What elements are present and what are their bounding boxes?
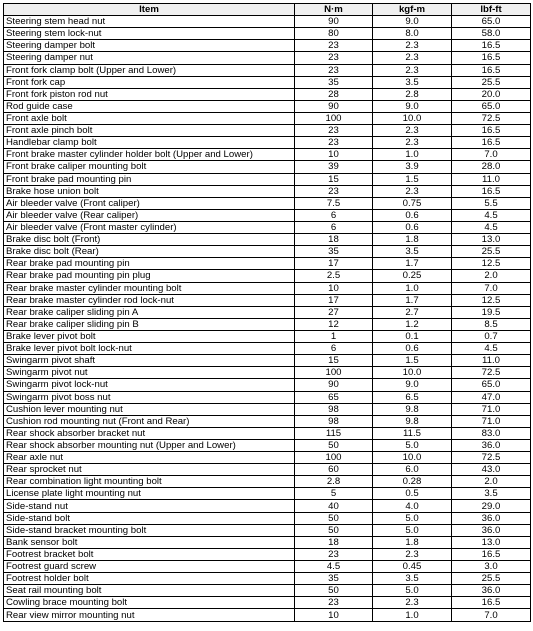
item-cell: Side-stand nut	[4, 500, 295, 512]
kgf-m-cell: 9.0	[373, 379, 452, 391]
kgf-m-cell: 10.0	[373, 367, 452, 379]
lbf-ft-cell: 16.5	[452, 125, 531, 137]
kgf-m-cell: 8.0	[373, 28, 452, 40]
item-cell: Footrest bracket bolt	[4, 548, 295, 560]
lbf-ft-cell: 72.5	[452, 452, 531, 464]
table-row	[4, 318, 531, 330]
table-row	[4, 524, 531, 536]
lbf-ft-cell: 7.0	[452, 149, 531, 161]
nm-cell: 100	[295, 452, 373, 464]
header-kgf-m: kgf-m	[373, 4, 452, 16]
item-cell: Rod guide case	[4, 100, 295, 112]
kgf-m-cell: 11.5	[373, 427, 452, 439]
kgf-m-cell: 2.3	[373, 137, 452, 149]
kgf-m-cell: 4.0	[373, 500, 452, 512]
table-row	[4, 536, 531, 548]
kgf-m-cell: 0.75	[373, 197, 452, 209]
kgf-m-cell: 6.0	[373, 464, 452, 476]
table-row	[4, 258, 531, 270]
lbf-ft-cell: 13.0	[452, 536, 531, 548]
item-cell: Front fork cap	[4, 76, 295, 88]
lbf-ft-cell: 7.0	[452, 609, 531, 621]
kgf-m-cell: 1.5	[373, 173, 452, 185]
item-cell: Brake disc bolt (Rear)	[4, 246, 295, 258]
kgf-m-cell: 6.5	[373, 391, 452, 403]
nm-cell: 15	[295, 173, 373, 185]
kgf-m-cell: 2.3	[373, 185, 452, 197]
nm-cell: 115	[295, 427, 373, 439]
kgf-m-cell: 1.7	[373, 258, 452, 270]
nm-cell: 100	[295, 112, 373, 124]
table-row	[4, 464, 531, 476]
kgf-m-cell: 1.0	[373, 149, 452, 161]
item-cell: Steering damper nut	[4, 52, 295, 64]
nm-cell: 6	[295, 221, 373, 233]
lbf-ft-cell: 65.0	[452, 16, 531, 28]
item-cell: Rear brake caliper sliding pin A	[4, 306, 295, 318]
nm-cell: 39	[295, 161, 373, 173]
item-cell: Swingarm pivot boss nut	[4, 391, 295, 403]
lbf-ft-cell: 11.0	[452, 355, 531, 367]
lbf-ft-cell: 13.0	[452, 234, 531, 246]
item-cell: Handlebar clamp bolt	[4, 137, 295, 149]
item-cell: Cushion rod mounting nut (Front and Rear)	[4, 415, 295, 427]
item-cell: Front fork piston rod nut	[4, 88, 295, 100]
lbf-ft-cell: 16.5	[452, 64, 531, 76]
nm-cell: 17	[295, 258, 373, 270]
item-cell: Footrest holder bolt	[4, 573, 295, 585]
item-cell: Seat rail mounting bolt	[4, 585, 295, 597]
table-row	[4, 294, 531, 306]
kgf-m-cell: 9.8	[373, 403, 452, 415]
lbf-ft-cell: 16.5	[452, 548, 531, 560]
lbf-ft-cell: 20.0	[452, 88, 531, 100]
nm-cell: 100	[295, 367, 373, 379]
table-row	[4, 403, 531, 415]
lbf-ft-cell: 16.5	[452, 185, 531, 197]
lbf-ft-cell: 71.0	[452, 403, 531, 415]
table-row	[4, 330, 531, 342]
lbf-ft-cell: 4.5	[452, 221, 531, 233]
lbf-ft-cell: 0.7	[452, 330, 531, 342]
kgf-m-cell: 0.6	[373, 343, 452, 355]
nm-cell: 18	[295, 234, 373, 246]
table-row	[4, 173, 531, 185]
item-cell: Brake lever pivot bolt lock-nut	[4, 343, 295, 355]
table-row	[4, 52, 531, 64]
lbf-ft-cell: 3.0	[452, 561, 531, 573]
item-cell: Rear shock absorber mounting nut (Upper and Lower)	[4, 439, 295, 451]
nm-cell: 60	[295, 464, 373, 476]
kgf-m-cell: 3.5	[373, 573, 452, 585]
nm-cell: 98	[295, 415, 373, 427]
item-cell: Air bleeder valve (Rear caliper)	[4, 209, 295, 221]
item-cell: Rear axle nut	[4, 452, 295, 464]
item-cell: Swingarm pivot shaft	[4, 355, 295, 367]
lbf-ft-cell: 72.5	[452, 367, 531, 379]
kgf-m-cell: 5.0	[373, 439, 452, 451]
kgf-m-cell: 0.45	[373, 561, 452, 573]
nm-cell: 50	[295, 585, 373, 597]
torque-specification-table	[3, 3, 531, 622]
item-cell: Steering damper bolt	[4, 40, 295, 52]
nm-cell: 40	[295, 500, 373, 512]
nm-cell: 35	[295, 76, 373, 88]
kgf-m-cell: 1.0	[373, 609, 452, 621]
table-row	[4, 573, 531, 585]
lbf-ft-cell: 65.0	[452, 379, 531, 391]
lbf-ft-cell: 16.5	[452, 597, 531, 609]
lbf-ft-cell: 16.5	[452, 52, 531, 64]
kgf-m-cell: 2.3	[373, 548, 452, 560]
item-cell: Cushion lever mounting nut	[4, 403, 295, 415]
nm-cell: 80	[295, 28, 373, 40]
kgf-m-cell: 1.5	[373, 355, 452, 367]
kgf-m-cell: 10.0	[373, 452, 452, 464]
table-row	[4, 16, 531, 28]
kgf-m-cell: 0.28	[373, 476, 452, 488]
kgf-m-cell: 1.8	[373, 234, 452, 246]
header-lbf-ft: lbf-ft	[452, 4, 531, 16]
nm-cell: 1	[295, 330, 373, 342]
lbf-ft-cell: 25.5	[452, 76, 531, 88]
lbf-ft-cell: 2.0	[452, 476, 531, 488]
item-cell: Rear brake pad mounting pin	[4, 258, 295, 270]
table-row	[4, 161, 531, 173]
kgf-m-cell: 0.5	[373, 488, 452, 500]
table-row	[4, 40, 531, 52]
nm-cell: 10	[295, 149, 373, 161]
lbf-ft-cell: 3.5	[452, 488, 531, 500]
lbf-ft-cell: 71.0	[452, 415, 531, 427]
table-row	[4, 88, 531, 100]
table-row	[4, 197, 531, 209]
kgf-m-cell: 2.3	[373, 64, 452, 76]
nm-cell: 15	[295, 355, 373, 367]
kgf-m-cell: 1.8	[373, 536, 452, 548]
header-row	[4, 4, 531, 16]
kgf-m-cell: 3.5	[373, 76, 452, 88]
item-cell: Cowling brace mounting bolt	[4, 597, 295, 609]
nm-cell: 2.8	[295, 476, 373, 488]
nm-cell: 90	[295, 379, 373, 391]
item-cell: Swingarm pivot lock-nut	[4, 379, 295, 391]
table-row	[4, 391, 531, 403]
item-cell: Steering stem head nut	[4, 16, 295, 28]
item-cell: Rear shock absorber bracket nut	[4, 427, 295, 439]
kgf-m-cell: 2.3	[373, 597, 452, 609]
lbf-ft-cell: 72.5	[452, 112, 531, 124]
nm-cell: 50	[295, 439, 373, 451]
item-cell: Rear brake caliper sliding pin B	[4, 318, 295, 330]
lbf-ft-cell: 8.5	[452, 318, 531, 330]
nm-cell: 27	[295, 306, 373, 318]
nm-cell: 50	[295, 512, 373, 524]
kgf-m-cell: 2.3	[373, 40, 452, 52]
kgf-m-cell: 2.3	[373, 125, 452, 137]
kgf-m-cell: 9.0	[373, 100, 452, 112]
nm-cell: 12	[295, 318, 373, 330]
lbf-ft-cell: 4.5	[452, 343, 531, 355]
lbf-ft-cell: 19.5	[452, 306, 531, 318]
lbf-ft-cell: 7.0	[452, 282, 531, 294]
lbf-ft-cell: 36.0	[452, 585, 531, 597]
table-row	[4, 306, 531, 318]
lbf-ft-cell: 16.5	[452, 40, 531, 52]
table-row	[4, 355, 531, 367]
nm-cell: 35	[295, 573, 373, 585]
lbf-ft-cell: 12.5	[452, 258, 531, 270]
nm-cell: 23	[295, 548, 373, 560]
nm-cell: 6	[295, 209, 373, 221]
nm-cell: 50	[295, 524, 373, 536]
kgf-m-cell: 9.8	[373, 415, 452, 427]
kgf-m-cell: 3.5	[373, 246, 452, 258]
kgf-m-cell: 1.0	[373, 282, 452, 294]
table-row	[4, 427, 531, 439]
lbf-ft-cell: 16.5	[452, 137, 531, 149]
nm-cell: 23	[295, 52, 373, 64]
kgf-m-cell: 10.0	[373, 112, 452, 124]
nm-cell: 90	[295, 16, 373, 28]
nm-cell: 7.5	[295, 197, 373, 209]
lbf-ft-cell: 12.5	[452, 294, 531, 306]
item-cell: Brake disc bolt (Front)	[4, 234, 295, 246]
table-row	[4, 270, 531, 282]
kgf-m-cell: 2.7	[373, 306, 452, 318]
kgf-m-cell: 2.8	[373, 88, 452, 100]
table-row	[4, 100, 531, 112]
table-row	[4, 561, 531, 573]
nm-cell: 28	[295, 88, 373, 100]
table-row	[4, 512, 531, 524]
item-cell: Brake hose union bolt	[4, 185, 295, 197]
nm-cell: 23	[295, 125, 373, 137]
lbf-ft-cell: 36.0	[452, 524, 531, 536]
item-cell: License plate light mounting nut	[4, 488, 295, 500]
kgf-m-cell: 2.3	[373, 52, 452, 64]
nm-cell: 98	[295, 403, 373, 415]
table-row	[4, 439, 531, 451]
nm-cell: 65	[295, 391, 373, 403]
table-row	[4, 28, 531, 40]
nm-cell: 5	[295, 488, 373, 500]
kgf-m-cell: 1.2	[373, 318, 452, 330]
table-row	[4, 367, 531, 379]
kgf-m-cell: 1.7	[373, 294, 452, 306]
item-cell: Rear sprocket nut	[4, 464, 295, 476]
nm-cell: 10	[295, 282, 373, 294]
lbf-ft-cell: 25.5	[452, 573, 531, 585]
item-cell: Air bleeder valve (Front master cylinder)	[4, 221, 295, 233]
item-cell: Rear brake master cylinder rod lock-nut	[4, 294, 295, 306]
header-nm: N·m	[295, 4, 373, 16]
table-row	[4, 209, 531, 221]
nm-cell: 23	[295, 64, 373, 76]
kgf-m-cell: 3.9	[373, 161, 452, 173]
item-cell: Rear brake master cylinder mounting bolt	[4, 282, 295, 294]
kgf-m-cell: 5.0	[373, 512, 452, 524]
item-cell: Rear brake pad mounting pin plug	[4, 270, 295, 282]
table-row	[4, 415, 531, 427]
lbf-ft-cell: 43.0	[452, 464, 531, 476]
lbf-ft-cell: 25.5	[452, 246, 531, 258]
table-row	[4, 343, 531, 355]
table-row	[4, 379, 531, 391]
item-cell: Front brake caliper mounting bolt	[4, 161, 295, 173]
nm-cell: 35	[295, 246, 373, 258]
kgf-m-cell: 0.6	[373, 209, 452, 221]
lbf-ft-cell: 11.0	[452, 173, 531, 185]
table-row	[4, 234, 531, 246]
table-row	[4, 125, 531, 137]
table-row	[4, 476, 531, 488]
table-row	[4, 585, 531, 597]
table-body	[4, 16, 531, 621]
lbf-ft-cell: 28.0	[452, 161, 531, 173]
kgf-m-cell: 0.1	[373, 330, 452, 342]
kgf-m-cell: 5.0	[373, 585, 452, 597]
nm-cell: 17	[295, 294, 373, 306]
kgf-m-cell: 9.0	[373, 16, 452, 28]
item-cell: Rear view mirror mounting nut	[4, 609, 295, 621]
item-cell: Side-stand bracket mounting bolt	[4, 524, 295, 536]
lbf-ft-cell: 2.0	[452, 270, 531, 282]
table-row	[4, 488, 531, 500]
lbf-ft-cell: 83.0	[452, 427, 531, 439]
nm-cell: 90	[295, 100, 373, 112]
lbf-ft-cell: 47.0	[452, 391, 531, 403]
item-cell: Bank sensor bolt	[4, 536, 295, 548]
table-row	[4, 137, 531, 149]
item-cell: Front axle bolt	[4, 112, 295, 124]
table-row	[4, 452, 531, 464]
item-cell: Rear combination light mounting bolt	[4, 476, 295, 488]
kgf-m-cell: 0.25	[373, 270, 452, 282]
item-cell: Front axle pinch bolt	[4, 125, 295, 137]
nm-cell: 10	[295, 609, 373, 621]
table-row	[4, 500, 531, 512]
lbf-ft-cell: 58.0	[452, 28, 531, 40]
item-cell: Front brake master cylinder holder bolt (Upper and Lower)	[4, 149, 295, 161]
lbf-ft-cell: 5.5	[452, 197, 531, 209]
lbf-ft-cell: 36.0	[452, 512, 531, 524]
item-cell: Brake lever pivot bolt	[4, 330, 295, 342]
item-cell: Side-stand bolt	[4, 512, 295, 524]
table-row	[4, 282, 531, 294]
item-cell: Steering stem lock-nut	[4, 28, 295, 40]
nm-cell: 23	[295, 597, 373, 609]
table-row	[4, 112, 531, 124]
table-header	[4, 4, 531, 16]
kgf-m-cell: 0.6	[373, 221, 452, 233]
table-row	[4, 609, 531, 621]
lbf-ft-cell: 29.0	[452, 500, 531, 512]
item-cell: Front brake pad mounting pin	[4, 173, 295, 185]
table-row	[4, 246, 531, 258]
kgf-m-cell: 5.0	[373, 524, 452, 536]
nm-cell: 6	[295, 343, 373, 355]
item-cell: Swingarm pivot nut	[4, 367, 295, 379]
table-row	[4, 548, 531, 560]
nm-cell: 2.5	[295, 270, 373, 282]
table-row	[4, 597, 531, 609]
nm-cell: 23	[295, 40, 373, 52]
item-cell: Front fork clamp bolt (Upper and Lower)	[4, 64, 295, 76]
table-row	[4, 149, 531, 161]
table-row	[4, 221, 531, 233]
item-cell: Footrest guard screw	[4, 561, 295, 573]
item-cell: Air bleeder valve (Front caliper)	[4, 197, 295, 209]
nm-cell: 4.5	[295, 561, 373, 573]
table-row	[4, 64, 531, 76]
lbf-ft-cell: 4.5	[452, 209, 531, 221]
nm-cell: 23	[295, 137, 373, 149]
nm-cell: 23	[295, 185, 373, 197]
table-row	[4, 76, 531, 88]
nm-cell: 18	[295, 536, 373, 548]
header-item: Item	[4, 4, 295, 16]
lbf-ft-cell: 36.0	[452, 439, 531, 451]
table-row	[4, 185, 531, 197]
lbf-ft-cell: 65.0	[452, 100, 531, 112]
